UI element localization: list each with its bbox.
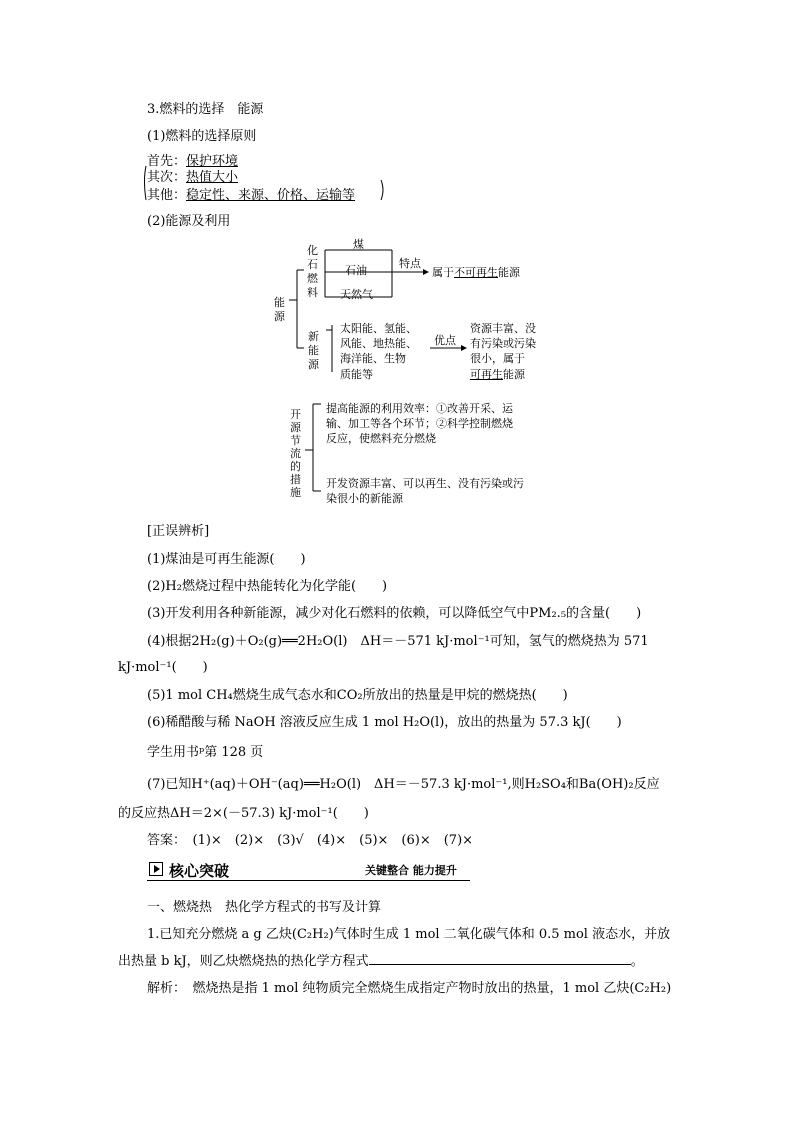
judge-q7-line2: 的反应热ΔH＝2×(－57.3) kJ·mol⁻¹( ) — [118, 806, 369, 821]
answer-line: 答案： (1)× (2)× (3)√ (4)× (5)× (6)× (7)× — [147, 833, 474, 848]
fossil-oil: 石油 — [345, 264, 367, 277]
new-item-3: 海洋能、生物 — [340, 352, 406, 365]
judge-q7-line1: (7)已知H⁺(aq)＋OH⁻(aq)══H₂O(l) ΔH＝－57.3 kJ·mol⁻¹,则H₂SO₄和Ba(OH)₂反应 — [147, 777, 660, 792]
advantage-line-4: 可再生能源 — [470, 368, 525, 381]
play-triangle-icon — [149, 862, 163, 876]
subsection-2: (2)能源及利用 — [147, 214, 231, 229]
subsection-1: (1)燃料的选择原则 — [147, 129, 257, 144]
diagram-new-energy: 新能源 — [308, 330, 319, 371]
banner-title: 核心突破 — [169, 862, 230, 880]
answer-blank[interactable] — [369, 954, 631, 965]
problem1-line2: 出热量 b kJ，则乙炔燃烧热的热化学方程式 。 — [118, 954, 644, 969]
analysis-line: 解析： 燃烧热是指 1 mol 纯物质完全燃烧生成指定产物时放出的热量，1 mol 乙炔(C₂H₂) — [147, 981, 672, 996]
measure-1-line-1: 提高能源的利用效率：①改善开采、运 — [326, 402, 513, 415]
principle-second: 其次：热值大小 — [147, 170, 239, 185]
measure-1-line-3: 反应，使燃料充分燃烧 — [326, 432, 436, 445]
feature-text: 属于不可再生能源 — [432, 266, 520, 279]
principle-first: 首先：保护环境 — [147, 154, 239, 169]
fossil-coal: 煤 — [353, 238, 364, 251]
judge-q5: (5)1 mol CH₄燃烧生成气态水和CO₂所放出的热量是甲烷的燃烧热( ) — [147, 688, 568, 703]
judge-q3: (3)开发利用各种新能源，减少对化石燃料的依赖，可以降低空气中PM₂.₅的含量( ) — [147, 606, 642, 621]
problem1-line1: 1.已知充分燃烧 a g 乙炔(C₂H₂)气体时生成 1 mol 二氧化碳气体和 0.5 mol 液态水，并放 — [147, 927, 671, 942]
section-banner — [147, 858, 470, 881]
diagram-fossil: 化石燃料 — [307, 244, 318, 299]
new-item-4: 质能等 — [340, 368, 373, 381]
page-reference: 学生用书ᵖ第 128 页 — [147, 745, 264, 760]
judge-title: [正误辨析] — [147, 524, 210, 539]
judge-q1: (1)煤油是可再生能源( ) — [147, 552, 306, 567]
new-item-1: 太阳能、氢能、 — [340, 322, 417, 335]
advantage-line-3: 很小，属于 — [470, 352, 525, 365]
feature-label: 特点 — [399, 257, 421, 270]
section-title: 3.燃料的选择 能源 — [147, 102, 264, 117]
judge-q2: (2)H₂燃烧过程中热能转化为化学能( ) — [147, 579, 388, 594]
measure-1-line-2: 输、加工等各个环节；②科学控制燃烧 — [326, 417, 513, 430]
principle-other: 其他：稳定性、来源、价格、运输等 — [147, 188, 356, 203]
measure-2-line-1: 开发资源丰富、可以再生、没有污染或污 — [326, 477, 524, 490]
judge-q4-line1: (4)根据2H₂(g)＋O₂(g)══2H₂O(l) ΔH＝－571 kJ·mol⁻¹可知，氢气的燃烧热为 571 — [147, 634, 649, 649]
measures-label: 开源节流的措施 — [290, 408, 301, 499]
advantage-line-2: 有污染或污染 — [470, 337, 536, 350]
measure-2-line-2: 染很小的新能源 — [326, 492, 403, 505]
advantage-line-1: 资源丰富、没 — [470, 322, 536, 335]
diagram-root: 能源 — [274, 296, 285, 323]
part1-heading: 一、燃烧热 热化学方程式的书写及计算 — [147, 900, 382, 915]
judge-q4-line2: kJ·mol⁻¹( ) — [118, 660, 208, 675]
advantage-label: 优点 — [434, 334, 456, 347]
judge-q6: (6)稀醋酸与稀 NaOH 溶液反应生成 1 mol H₂O(l)，放出的热量为 57.3 kJ( ) — [147, 715, 622, 730]
new-item-2: 风能、地热能、 — [340, 337, 417, 350]
banner-subtitle: 关键整合 能力提升 — [365, 864, 457, 877]
fossil-gas: 天然气 — [340, 288, 373, 301]
